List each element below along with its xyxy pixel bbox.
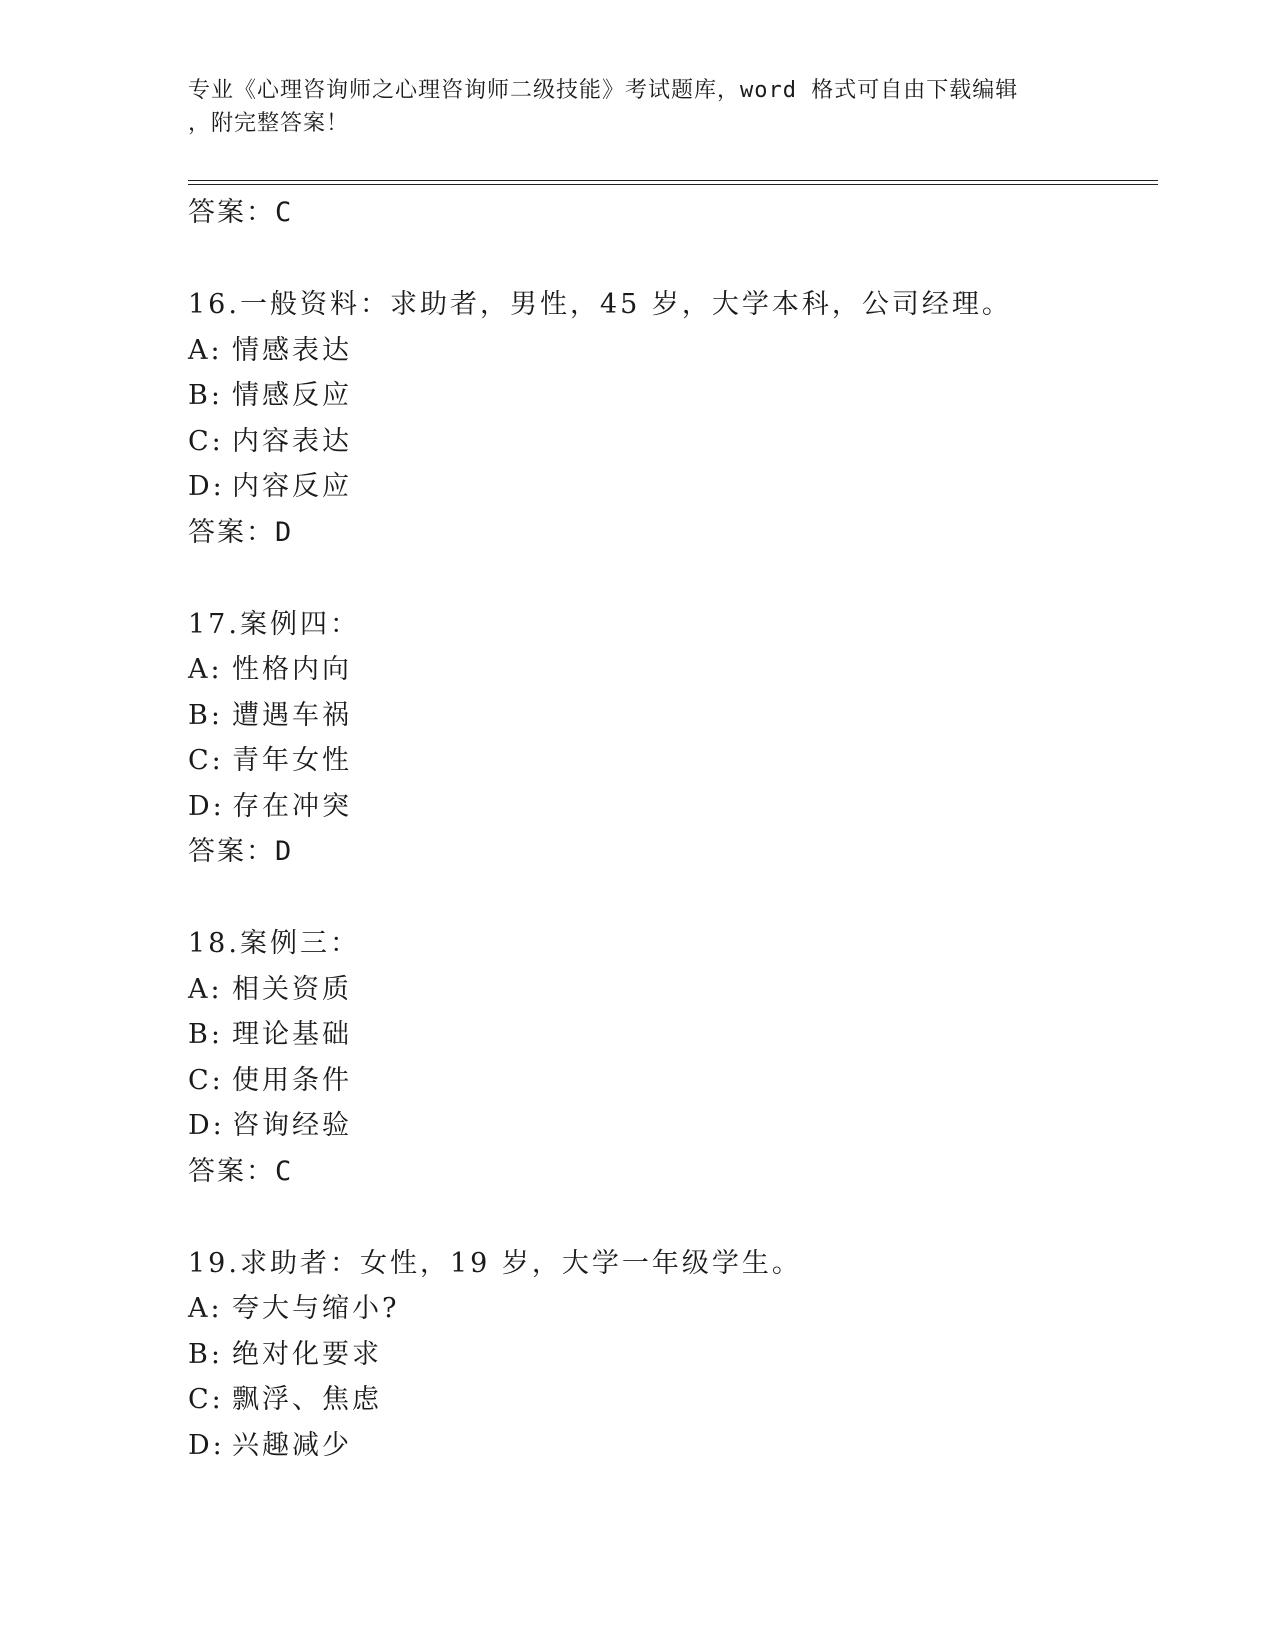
answer-line: 答案：C	[188, 1155, 294, 1187]
option-text: 遭遇车祸	[232, 699, 352, 731]
option-c	[188, 419, 1158, 465]
option-text: 青年女性	[232, 745, 352, 776]
question-block-16	[188, 282, 1158, 555]
option-a	[188, 647, 1158, 693]
document-header	[188, 74, 1088, 140]
option-key: B:	[188, 1019, 223, 1050]
option-a	[188, 1286, 1158, 1332]
option-key: A:	[188, 973, 223, 1005]
option-c	[188, 738, 1158, 784]
question-stem: 18.案例三：	[188, 928, 360, 959]
option-key: D:	[188, 471, 225, 502]
header-line-1: 专业《心理咨询师之心理咨询师二级技能》考试题库，word 格式可自由下载编辑	[188, 78, 1019, 103]
question-list	[188, 190, 1158, 1468]
option-text: 内容表达	[232, 425, 352, 457]
option-b	[188, 373, 1158, 419]
option-key: D:	[188, 790, 225, 822]
option-text: 情感反应	[232, 380, 352, 411]
option-d	[188, 1423, 1158, 1469]
option-c	[188, 1058, 1158, 1104]
answer-line: 答案：D	[188, 516, 294, 548]
option-text: 性格内向	[232, 654, 352, 685]
option-c	[188, 1377, 1158, 1423]
option-b	[188, 1332, 1158, 1378]
option-text: 情感表达	[232, 334, 352, 366]
question-block-18	[188, 921, 1158, 1194]
option-text: 使用条件	[232, 1064, 352, 1096]
option-key: C:	[188, 1064, 224, 1096]
option-key: D:	[188, 1429, 225, 1461]
option-key: B:	[188, 380, 223, 411]
option-text: 内容反应	[232, 471, 352, 502]
option-key: C:	[188, 745, 224, 776]
header-divider-top	[188, 180, 1158, 181]
option-b	[188, 1012, 1158, 1058]
question-stem: 19.求助者：女性，19 岁，大学一年级学生。	[188, 1247, 802, 1279]
answer-line: 答案：C	[188, 197, 294, 228]
question-stem: 17.案例四：	[188, 608, 360, 640]
option-d	[188, 464, 1158, 510]
option-text: 咨询经验	[232, 1110, 352, 1141]
option-key: A:	[188, 334, 223, 366]
option-text: 飘浮、焦虑	[232, 1384, 382, 1415]
option-key: A:	[188, 654, 223, 685]
option-text: 夸大与缩小?	[232, 1293, 400, 1324]
answer-line: 答案：D	[188, 836, 294, 867]
question-block-17	[188, 602, 1158, 875]
header-line-2: ，附完整答案！	[188, 111, 350, 136]
option-text: 兴趣减少	[232, 1429, 352, 1461]
option-d	[188, 1103, 1158, 1149]
option-text: 理论基础	[232, 1019, 352, 1050]
option-a	[188, 328, 1158, 374]
option-text: 相关资质	[232, 973, 352, 1005]
option-text: 绝对化要求	[232, 1338, 382, 1370]
question-block-19	[188, 1241, 1158, 1469]
option-key: B:	[188, 699, 223, 731]
question-stem: 16.一般资料：求助者，男性，45 岁，大学本科，公司经理。	[188, 289, 1012, 320]
option-b	[188, 693, 1158, 739]
option-key: D:	[188, 1110, 225, 1141]
option-key: C:	[188, 1384, 224, 1415]
header-divider-bottom	[188, 184, 1158, 185]
option-a	[188, 967, 1158, 1013]
option-key: C:	[188, 425, 224, 457]
option-key: B:	[188, 1338, 223, 1370]
option-text: 存在冲突	[232, 790, 352, 822]
option-key: A:	[188, 1293, 223, 1324]
option-d	[188, 784, 1158, 830]
